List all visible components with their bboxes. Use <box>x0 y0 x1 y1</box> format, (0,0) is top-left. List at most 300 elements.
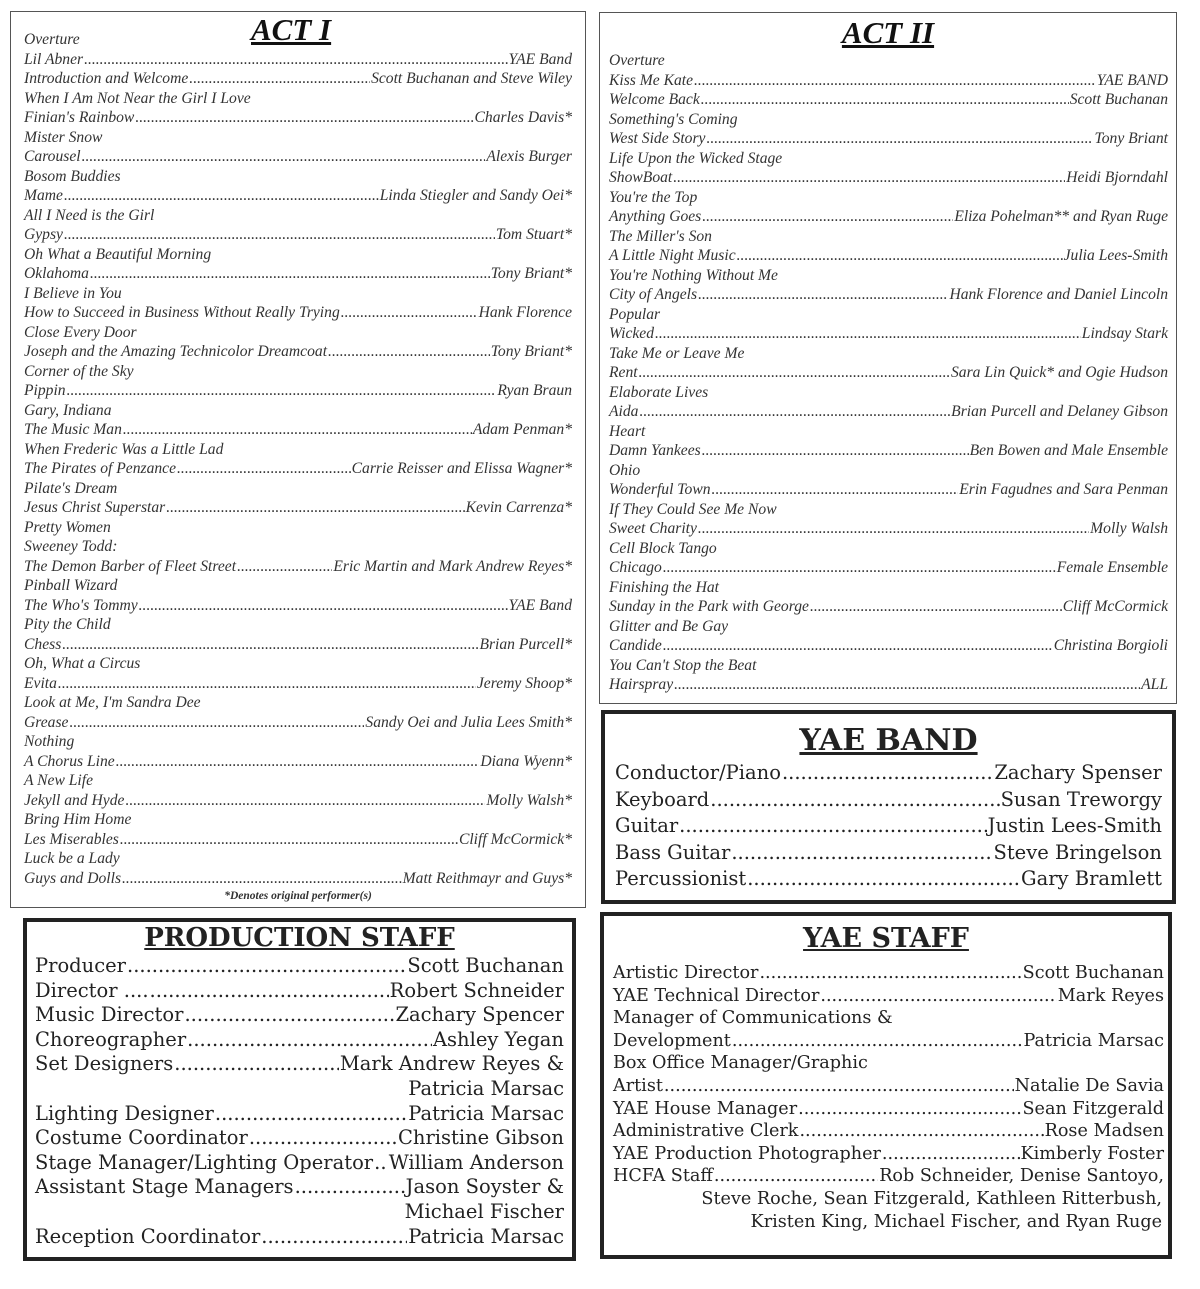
act-two-label: Wonderful Town <box>609 481 711 498</box>
dot-leader <box>694 71 1096 91</box>
yae-staff-name: Rob Schneider, Denise Santoyo, <box>879 1166 1164 1187</box>
act-one-label: Mame <box>24 187 63 204</box>
act-two-entry <box>609 597 1168 617</box>
act-two-name: Erin Fagudnes and Sara Penman <box>959 481 1168 498</box>
dot-leader <box>139 596 508 616</box>
act-one-song: Overture <box>24 31 80 48</box>
act-one-label: Chess <box>24 635 62 653</box>
act-two-label: Candide <box>609 637 662 654</box>
dot-leader <box>737 246 1063 266</box>
act-two-name: Julia Lees-Smith <box>1063 247 1168 264</box>
act-one-name: Diana Wyenn* <box>480 752 572 770</box>
act-one-label: The Who's Tommy <box>24 596 138 614</box>
production-staff-label: Director .... <box>35 978 149 1002</box>
act-one-song: A New Life <box>24 772 94 789</box>
yae-band-panel <box>601 710 1176 904</box>
band-name: Gary Bramlett <box>1021 867 1162 891</box>
act-one-entry <box>24 830 572 850</box>
act-one-song: Oh, What a Circus <box>24 655 141 672</box>
act-one-name: Carrie Reisser and Elissa Wagner* <box>351 460 572 477</box>
dot-leader <box>82 147 486 167</box>
dot-leader <box>655 324 1081 344</box>
dot-leader <box>374 1151 388 1176</box>
yae-staff-entry <box>613 1075 1164 1098</box>
act-one-label: A Chorus Line <box>24 752 115 770</box>
act-two-title: ACT II <box>841 15 935 50</box>
dot-leader <box>174 1052 339 1077</box>
act-two-song: Elaborate Lives <box>609 383 709 401</box>
band-name: Zachary Spenser <box>994 761 1162 784</box>
production-staff-name: Jason Soyster & <box>405 1175 564 1199</box>
act-one-entry <box>24 635 572 655</box>
dot-leader <box>759 962 1021 985</box>
act-one-title: ACT I <box>251 12 332 47</box>
production-staff-entry <box>35 1102 564 1127</box>
production-staff-name: Ashley Yegan <box>432 1027 564 1051</box>
dot-leader <box>123 420 472 440</box>
act-one-song: Nothing <box>24 733 75 750</box>
act-one-name: Ryan Braun <box>497 382 572 399</box>
yae-staff-name: Rose Madsen <box>1044 1121 1164 1142</box>
dot-leader <box>125 791 485 811</box>
act-one-song: Pilate's Dream <box>24 479 118 497</box>
dot-leader <box>820 985 1056 1008</box>
band-name: Justin Lees-Smith <box>987 814 1162 838</box>
act-two-label: Damn Yankees <box>609 442 701 459</box>
act-two-name: Molly Walsh <box>1090 520 1168 537</box>
dot-leader <box>341 303 478 323</box>
dot-leader <box>187 1028 432 1053</box>
production-staff-label: Costume Coordinator <box>35 1126 248 1150</box>
act-one-name: Molly Walsh* <box>486 791 572 809</box>
act-two-label: A Little Night Music <box>609 247 736 264</box>
production-staff-name: Mark Andrew Reyes & <box>339 1052 564 1076</box>
band-entry <box>615 787 1162 814</box>
dot-leader <box>328 342 490 362</box>
yae-staff-title: YAE STAFF <box>803 923 969 954</box>
act-two-name: Eliza Pohelman** and Ryan Ruge <box>954 208 1168 225</box>
yae-staff-name: Scott Buchanan <box>1022 963 1164 983</box>
act-one-label: Evita <box>24 674 57 692</box>
band-entry <box>615 760 1162 787</box>
act-two-label: Hairspray <box>609 676 674 693</box>
dot-leader <box>127 954 406 979</box>
act-one-label: Oklahoma <box>24 265 89 282</box>
production-staff-list <box>27 954 572 1249</box>
act-two-entry <box>609 480 1168 500</box>
act-one-label: Pippin <box>24 382 66 399</box>
yae-staff-label: YAE House Manager <box>613 1098 798 1119</box>
act-two-song: Popular <box>609 305 661 323</box>
dot-leader <box>261 1225 407 1250</box>
act-one-label: How to Succeed in Business Without Really Trying <box>24 304 340 321</box>
act-two-name: Heidi Bjorndahl <box>1066 169 1168 186</box>
production-staff-label: Producer <box>35 954 127 977</box>
act-one-entry <box>24 342 572 362</box>
act-two-entry <box>609 71 1168 91</box>
act-one-name: Charles Davis* <box>474 109 572 126</box>
production-staff-name: Zachary Spencer <box>395 1003 564 1027</box>
production-staff-entry <box>35 1225 564 1250</box>
dot-leader <box>58 674 476 694</box>
dot-leader <box>702 441 969 461</box>
dot-leader <box>679 813 987 840</box>
act-one-entry <box>24 69 572 89</box>
dot-leader <box>663 558 1056 578</box>
act-one-entry <box>24 498 572 518</box>
yae-staff-entry <box>613 1120 1164 1143</box>
dot-leader <box>810 597 1062 617</box>
act-one-entry <box>24 420 572 440</box>
yae-band-list <box>605 760 1172 893</box>
dot-leader <box>116 752 480 772</box>
act-one-song: Sweeney Todd: <box>24 538 118 555</box>
act-two-entry <box>609 324 1168 344</box>
act-two-name: Tony Briant <box>1094 130 1168 147</box>
yae-band-title: YAE BAND <box>799 723 978 758</box>
band-label: Percussionist <box>615 867 747 891</box>
act-two-name: Female Ensemble <box>1056 559 1168 576</box>
production-staff-label: Stage Manager/Lighting Operator <box>35 1150 374 1174</box>
production-staff-label: Assistant Stage Managers <box>35 1175 294 1199</box>
production-staff-name: Robert Schneider <box>389 978 564 1002</box>
act-two-name: Lindsay Stark <box>1081 325 1168 342</box>
dot-leader <box>64 186 379 206</box>
dot-leader <box>122 869 402 889</box>
act-one-entry <box>24 557 572 577</box>
act-one-entry <box>24 674 572 694</box>
act-two-song: Glitter and Be Gay <box>609 617 729 635</box>
production-staff-entry <box>35 1175 564 1200</box>
act-two-song: The Miller's Son <box>609 227 712 245</box>
production-staff-entry <box>35 1126 564 1151</box>
yae-staff-entry <box>613 985 1164 1008</box>
dot-leader <box>295 1175 405 1200</box>
dot-leader <box>177 459 351 479</box>
production-staff-entry <box>35 1151 564 1176</box>
act-one-name: Tony Briant* <box>490 343 572 360</box>
act-two-name: YAE BAND <box>1096 71 1168 89</box>
act-one-entry <box>24 596 572 616</box>
production-staff-continuation: Patricia Marsac <box>408 1076 564 1100</box>
act-one-entry <box>24 225 572 245</box>
act-one-song: Look at Me, I'm Sandra Dee <box>24 694 201 711</box>
dot-leader <box>184 1003 394 1028</box>
yae-staff-name: Patricia Marsac <box>1023 1030 1164 1051</box>
dot-leader <box>639 363 950 383</box>
act-one-song: Corner of the Sky <box>24 362 134 380</box>
act-one-name: Linda Stiegler and Sandy Oei* <box>379 187 572 204</box>
act-two-name: ALL <box>1141 676 1168 693</box>
dot-leader <box>673 168 1065 188</box>
act-one-label: Lil Abner <box>24 50 84 68</box>
act-one-song: I Believe in You <box>24 284 122 302</box>
original-performer-footnote: *Denotes original performer(s) <box>224 890 372 902</box>
dot-leader <box>84 50 507 70</box>
production-staff-label: Choreographer <box>35 1027 187 1051</box>
dot-leader <box>782 760 993 787</box>
dot-leader <box>664 1075 1014 1098</box>
act-two-entry <box>609 519 1168 539</box>
dot-leader <box>237 557 332 577</box>
act-one-song: Oh What a Beautiful Morning <box>24 245 212 263</box>
dot-leader <box>799 1120 1043 1143</box>
act-two-entry <box>609 90 1168 110</box>
act-one-song: Close Every Door <box>24 323 137 341</box>
production-staff-label: Reception Coordinator <box>35 1224 261 1248</box>
dot-leader <box>732 1030 1023 1053</box>
act-two-song: Something's Coming <box>609 110 738 128</box>
production-staff-continuation: Michael Fischer <box>404 1199 564 1223</box>
yae-staff-list <box>604 962 1168 1233</box>
production-staff-entry <box>35 954 564 979</box>
act-two-entry <box>609 168 1168 188</box>
act-one-label: Carousel <box>24 148 81 165</box>
act-two-label: Kiss Me Kate <box>609 71 694 89</box>
yae-staff-entry <box>613 1143 1164 1166</box>
act-one-name: Sandy Oei and Julia Lees Smith* <box>365 713 572 731</box>
band-label: Bass Guitar <box>615 840 731 864</box>
dot-leader <box>882 1143 1020 1166</box>
yae-staff-name: Sean Fitzgerald <box>1022 1098 1164 1119</box>
act-one-label: The Demon Barber of Fleet Street <box>24 557 237 575</box>
act-two-song: Heart <box>609 422 646 440</box>
act-two-entry <box>609 246 1168 266</box>
act-one-name: Cliff McCormick* <box>458 830 572 848</box>
act-two-label: Aida <box>609 403 639 420</box>
act-two-entry <box>609 675 1168 695</box>
act-one-name: YAE Band <box>508 596 572 614</box>
act-two-label: Chicago <box>609 559 662 576</box>
dot-leader <box>639 402 950 422</box>
act-one-song: Luck be a Lady <box>24 850 120 867</box>
act-two-entry <box>609 441 1168 461</box>
act-one-name: Tom Stuart* <box>495 226 572 243</box>
dot-leader <box>215 1102 407 1127</box>
dot-leader <box>135 108 473 128</box>
act-two-label: City of Angels <box>609 286 698 303</box>
act-one-label: Joseph and the Amazing Technicolor Dreamcoat <box>24 343 328 360</box>
production-staff-name: Scott Buchanan <box>407 954 564 977</box>
yae-staff-label: YAE Production Photographer <box>613 1143 881 1164</box>
act-one-song: Mister Snow <box>24 128 103 146</box>
act-two-song: You're the Top <box>609 188 698 206</box>
act-one-song: Bosom Buddies <box>24 167 121 185</box>
act-two-entry <box>609 129 1168 149</box>
act-one-label: Gypsy <box>24 226 63 243</box>
yae-staff-entry <box>613 1165 1164 1188</box>
act-one-entry <box>24 303 572 323</box>
dot-leader <box>249 1126 397 1151</box>
yae-staff-panel <box>600 912 1172 1259</box>
act-two-label: Anything Goes <box>609 208 702 225</box>
act-two-name: Scott Buchanan <box>1069 91 1168 108</box>
act-one-label: Finian's Rainbow <box>24 109 135 126</box>
band-label: Conductor/Piano <box>615 761 781 784</box>
act-one-label: Les Miserables <box>24 830 119 848</box>
act-one-entry <box>24 869 572 889</box>
yae-staff-entry <box>613 1098 1164 1121</box>
act-two-name: Brian Purcell and Delaney Gibson <box>951 403 1168 420</box>
dot-leader <box>798 1098 1021 1121</box>
yae-staff-line: Box Office Manager/Graphic <box>613 1053 868 1074</box>
act-two-name: Sara Lin Quick* and Ogie Hudson <box>950 364 1168 381</box>
act-one-name: Tony Briant* <box>490 265 572 282</box>
dot-leader <box>701 90 1069 110</box>
act-one-song: When I Am Not Near the Girl I Love <box>24 89 251 107</box>
yae-staff-name: Natalie De Savia <box>1014 1075 1164 1096</box>
yae-staff-label: Artist <box>613 1075 663 1096</box>
act-two-label: Sweet Charity <box>609 520 697 537</box>
production-staff-entry <box>35 979 564 1004</box>
yae-staff-entry <box>613 1030 1164 1053</box>
act-two-name: Hank Florence and Daniel Lincoln <box>949 286 1168 303</box>
act-one-label: Guys and Dolls <box>24 869 122 887</box>
dot-leader <box>698 285 948 305</box>
dot-leader <box>731 840 992 867</box>
act-one-song: When Frederic Was a Little Lad <box>24 440 224 458</box>
production-staff-title: PRODUCTION STAFF <box>144 923 455 953</box>
act-one-song: Pretty Women <box>24 518 111 536</box>
act-one-entry <box>24 752 572 772</box>
production-staff-name: Patricia Marsac <box>408 1224 564 1248</box>
act-one-label: Jesus Christ Superstar <box>24 499 166 516</box>
act-one-entry <box>24 147 572 167</box>
production-staff-label: Set Designers <box>35 1052 174 1076</box>
band-entry <box>615 866 1162 893</box>
production-staff-panel <box>23 918 576 1261</box>
act-one-name: Adam Penman* <box>472 421 572 438</box>
act-two-list <box>600 51 1176 695</box>
act-one-name: Alexis Burger <box>486 148 572 165</box>
act-two-entry <box>609 207 1168 227</box>
act-two-entry <box>609 285 1168 305</box>
act-two-entry <box>609 402 1168 422</box>
act-two-label: Welcome Back <box>609 91 700 108</box>
act-one-label: Jekyll and Hyde <box>24 791 125 809</box>
act-two-song: Overture <box>609 52 665 69</box>
act-one-name: Kevin Carrenza* <box>465 499 572 516</box>
act-one-entry <box>24 108 572 128</box>
act-one-entry <box>24 459 572 479</box>
act-two-song: Ohio <box>609 461 641 479</box>
act-one-entry <box>24 381 572 401</box>
production-staff-entry <box>35 1028 564 1053</box>
act-one-panel <box>10 11 586 908</box>
dot-leader <box>120 830 458 850</box>
band-name: Susan Treworgy <box>1000 787 1162 811</box>
act-one-entry <box>24 186 572 206</box>
act-one-label: Introduction and Welcome <box>24 70 189 87</box>
yae-staff-label: HCFA Staff <box>613 1166 713 1187</box>
act-one-song: Pity the Child <box>24 616 111 633</box>
act-two-song: You Can't Stop the Beat <box>609 656 757 674</box>
band-label: Keyboard <box>615 787 710 811</box>
act-one-song: Gary, Indiana <box>24 401 112 419</box>
act-two-panel <box>599 12 1177 704</box>
act-two-label: West Side Story <box>609 130 706 147</box>
act-one-name: Brian Purcell* <box>479 635 572 653</box>
dot-leader <box>663 636 1053 656</box>
act-one-name: Eric Martin and Mark Andrew Reyes* <box>333 557 572 575</box>
act-one-entry <box>24 264 572 284</box>
dot-leader <box>698 519 1089 539</box>
act-one-list <box>24 30 572 888</box>
dot-leader <box>64 225 495 245</box>
yae-staff-label: Administrative Clerk <box>613 1121 799 1142</box>
dot-leader <box>62 635 478 655</box>
act-one-label: The Music Man <box>24 421 122 438</box>
act-two-song: Finishing the Hat <box>609 578 720 596</box>
act-two-song: If They Could See Me Now <box>609 500 777 518</box>
act-one-name: Jeremy Shoop* <box>476 674 572 692</box>
act-one-name: Matt Reithmayr and Guys* <box>402 869 572 887</box>
dot-leader <box>712 480 959 500</box>
act-two-entry <box>609 636 1168 656</box>
act-one-label: Grease <box>24 713 69 731</box>
dot-leader <box>702 207 953 227</box>
yae-staff-label: Artistic Director <box>613 963 759 983</box>
act-two-song: Take Me or Leave Me <box>609 344 745 362</box>
yae-staff-entry <box>613 962 1164 985</box>
production-staff-entry <box>35 1003 564 1028</box>
production-staff-entry <box>35 1052 564 1077</box>
dot-leader <box>747 866 1020 893</box>
act-two-name: Cliff McCormick <box>1062 598 1168 615</box>
act-two-name: Ben Bowen and Male Ensemble <box>969 442 1168 459</box>
production-staff-name: Patricia Marsac <box>408 1101 564 1125</box>
act-two-label: Wicked <box>609 325 655 342</box>
production-staff-label: Music Director <box>35 1003 184 1027</box>
yae-staff-name: Kimberly Foster <box>1020 1143 1164 1164</box>
act-two-song: Life Upon the Wicked Stage <box>609 149 783 167</box>
act-two-entry <box>609 363 1168 383</box>
act-two-label: Sunday in the Park with George <box>609 598 809 615</box>
act-two-song: You're Nothing Without Me <box>609 266 778 284</box>
act-two-label: Rent <box>609 364 638 381</box>
act-one-label: The Pirates of Penzance <box>24 460 177 477</box>
yae-staff-name: Mark Reyes <box>1057 985 1164 1006</box>
dot-leader <box>166 498 464 518</box>
act-one-entry <box>24 713 572 733</box>
act-one-song: All I Need is the Girl <box>24 206 155 224</box>
act-one-song: Pinball Wizard <box>24 577 118 594</box>
act-one-name: YAE Band <box>508 50 572 68</box>
act-one-entry <box>24 791 572 811</box>
act-one-name: Hank Florence <box>478 304 572 321</box>
act-two-song: Cell Block Tango <box>609 539 717 557</box>
dot-leader <box>150 979 389 1004</box>
production-staff-label: Lighting Designer <box>35 1101 214 1125</box>
yae-staff-label: Development <box>613 1030 731 1051</box>
production-staff-name: Christine Gibson <box>397 1126 564 1150</box>
band-entry <box>615 813 1162 840</box>
production-staff-name: William Anderson <box>388 1150 564 1174</box>
act-two-entry <box>609 558 1168 578</box>
act-two-name: Christina Borgioli <box>1053 637 1168 654</box>
dot-leader <box>69 713 364 733</box>
dot-leader <box>67 381 497 401</box>
act-two-label: ShowBoat <box>609 169 673 186</box>
act-one-entry <box>24 50 572 70</box>
band-entry <box>615 840 1162 867</box>
yae-staff-continuation: Steve Roche, Sean Fitzgerald, Kathleen Ritterbush, <box>701 1188 1162 1209</box>
yae-staff-continuation: Kristen King, Michael Fischer, and Ryan Ruge <box>750 1211 1162 1232</box>
dot-leader <box>674 675 1140 695</box>
band-name: Steve Bringelson <box>993 840 1162 864</box>
act-one-name: Scott Buchanan and Steve Wiley <box>371 70 572 87</box>
yae-staff-line: Manager of Communications & <box>613 1008 893 1029</box>
